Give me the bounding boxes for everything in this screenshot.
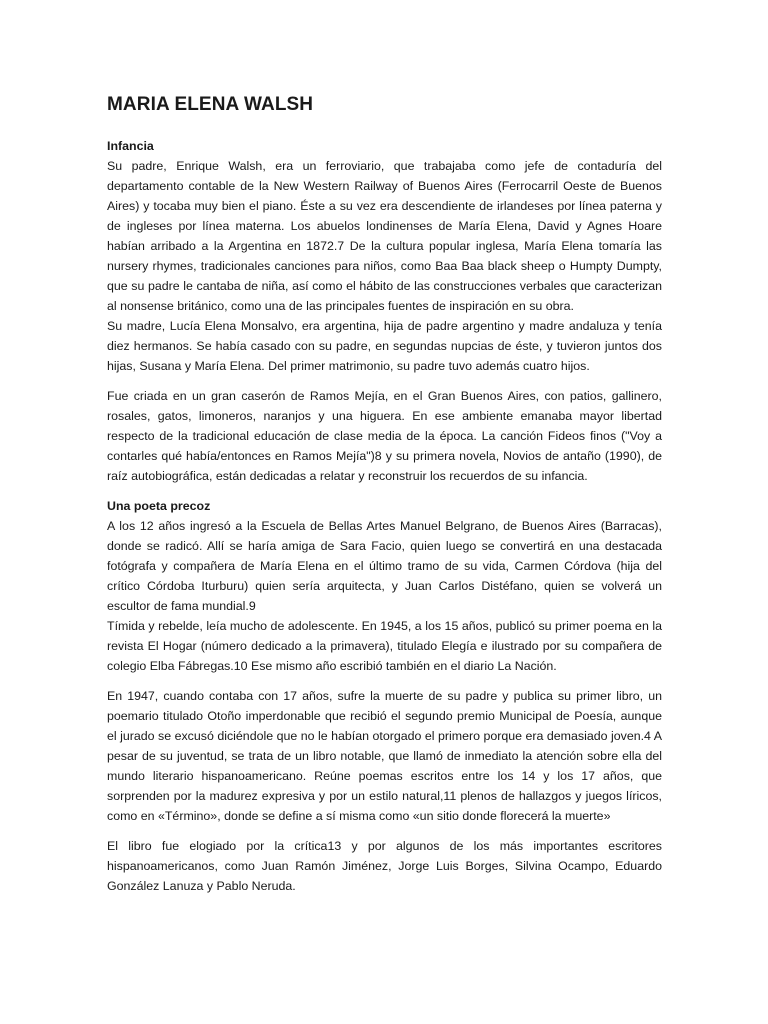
paragraph: Su padre, Enrique Walsh, era un ferroviario, que trabajaba como jefe de contaduría del departamento contable de la New Western Railway of Buenos Aires (Ferrocarril Oeste de Buenos Aires) y tocaba muy bien el piano. Éste a su vez era descendiente de irlandeses por línea paterna y de ingleses por línea materna. Los abuelos londinenses de María Elena, David y Agnes Hoare habían arribado a la Argentina en 1872.7 De la cultura popular inglesa, María Elena tomaría las nursery rhymes, tradicionales canciones para niños, como Baa Baa black sheep o Humpty Dumpty, que su padre le cantaba de niña, así como el hábito de las construcciones verbales que caracterizan al nonsense británico, como una de las principales fuentes de inspiración en su obra. — [107, 159, 662, 313]
paragraph: A los 12 años ingresó a la Escuela de Bellas Artes Manuel Belgrano, de Buenos Aires (Barracas), donde se radicó. Allí se haría amiga de Sara Facio, quien luego se convertirá en una destacada fotógrafa y compañera de María Elena en el último tramo de su vida, Carmen Córdova (hija del crítico Córdoba Iturburu) quien sería arquitecta, y Juan Carlos Distéfano, quien se volverá un escultor de fama mundial.9 — [107, 519, 662, 613]
document-page — [107, 94, 662, 896]
paragraph: El libro fue elogiado por la crítica13 y por algunos de los más importantes escritores hispanoamericanos, como Juan Ramón Jiménez, Jorge Luis Borges, Silvina Ocampo, Eduardo González Lanuza y Pablo Neruda. — [107, 839, 662, 893]
document-title: MARIA ELENA WALSH — [107, 94, 314, 115]
paragraph: Fue criada en un gran caserón de Ramos Mejía, en el Gran Buenos Aires, con patios, gallinero, rosales, gatos, limoneros, naranjos y una higuera. En ese ambiente emanaba mayor libertad respecto de la tradicional educación de clase media de la época. La canción Fideos finos ("Voy a contarles qué había/entonces en Ramos Mejía")8 y su primera novela, Novios de antaño (1990), de raíz autobiográfica, están dedicadas a relatar y reconstruir los recuerdos de su infancia. — [107, 389, 662, 483]
paragraph: En 1947, cuando contaba con 17 años, sufre la muerte de su padre y publica su primer libro, un poemario titulado Otoño imperdonable que recibió el segundo premio Municipal de Poesía, aunque el jurado se excusó diciéndole que no le habían otorgado el primero porque era demasiado joven.4 A pesar de su juventud, se trata de un libro notable, que llamó de inmediato la atención sobre ella del mundo literario hispanoamericano. Reúne poemas escritos entre los 14 y los 17 años, que sorprenden por la madurez expresiva y por un estilo natural,11 plenos de hallazgos y juegos líricos, como en «Término», donde se define a sí misma como «un sitio donde florecerá la muerte» — [107, 689, 662, 823]
section-heading-infancia: Infancia — [107, 139, 154, 153]
section-heading-una-poeta-precoz: Una poeta precoz — [107, 499, 211, 513]
paragraph: Su madre, Lucía Elena Monsalvo, era argentina, hija de padre argentino y madre andaluza y tenía diez hermanos. Se había casado con su padre, en segundas nupcias de éste, y tuvieron juntos dos hijas, Susana y María Elena. Del primer matrimonio, su padre tuvo además cuatro hijos. — [107, 319, 662, 373]
paragraph: Tímida y rebelde, leía mucho de adolescente. En 1945, a los 15 años, publicó su primer poema en la revista El Hogar (número dedicado a la primavera), titulado Elegía e ilustrado por su compañera de colegio Elba Fábregas.10 Ese mismo año escribió también en el diario La Nación. — [107, 619, 662, 673]
